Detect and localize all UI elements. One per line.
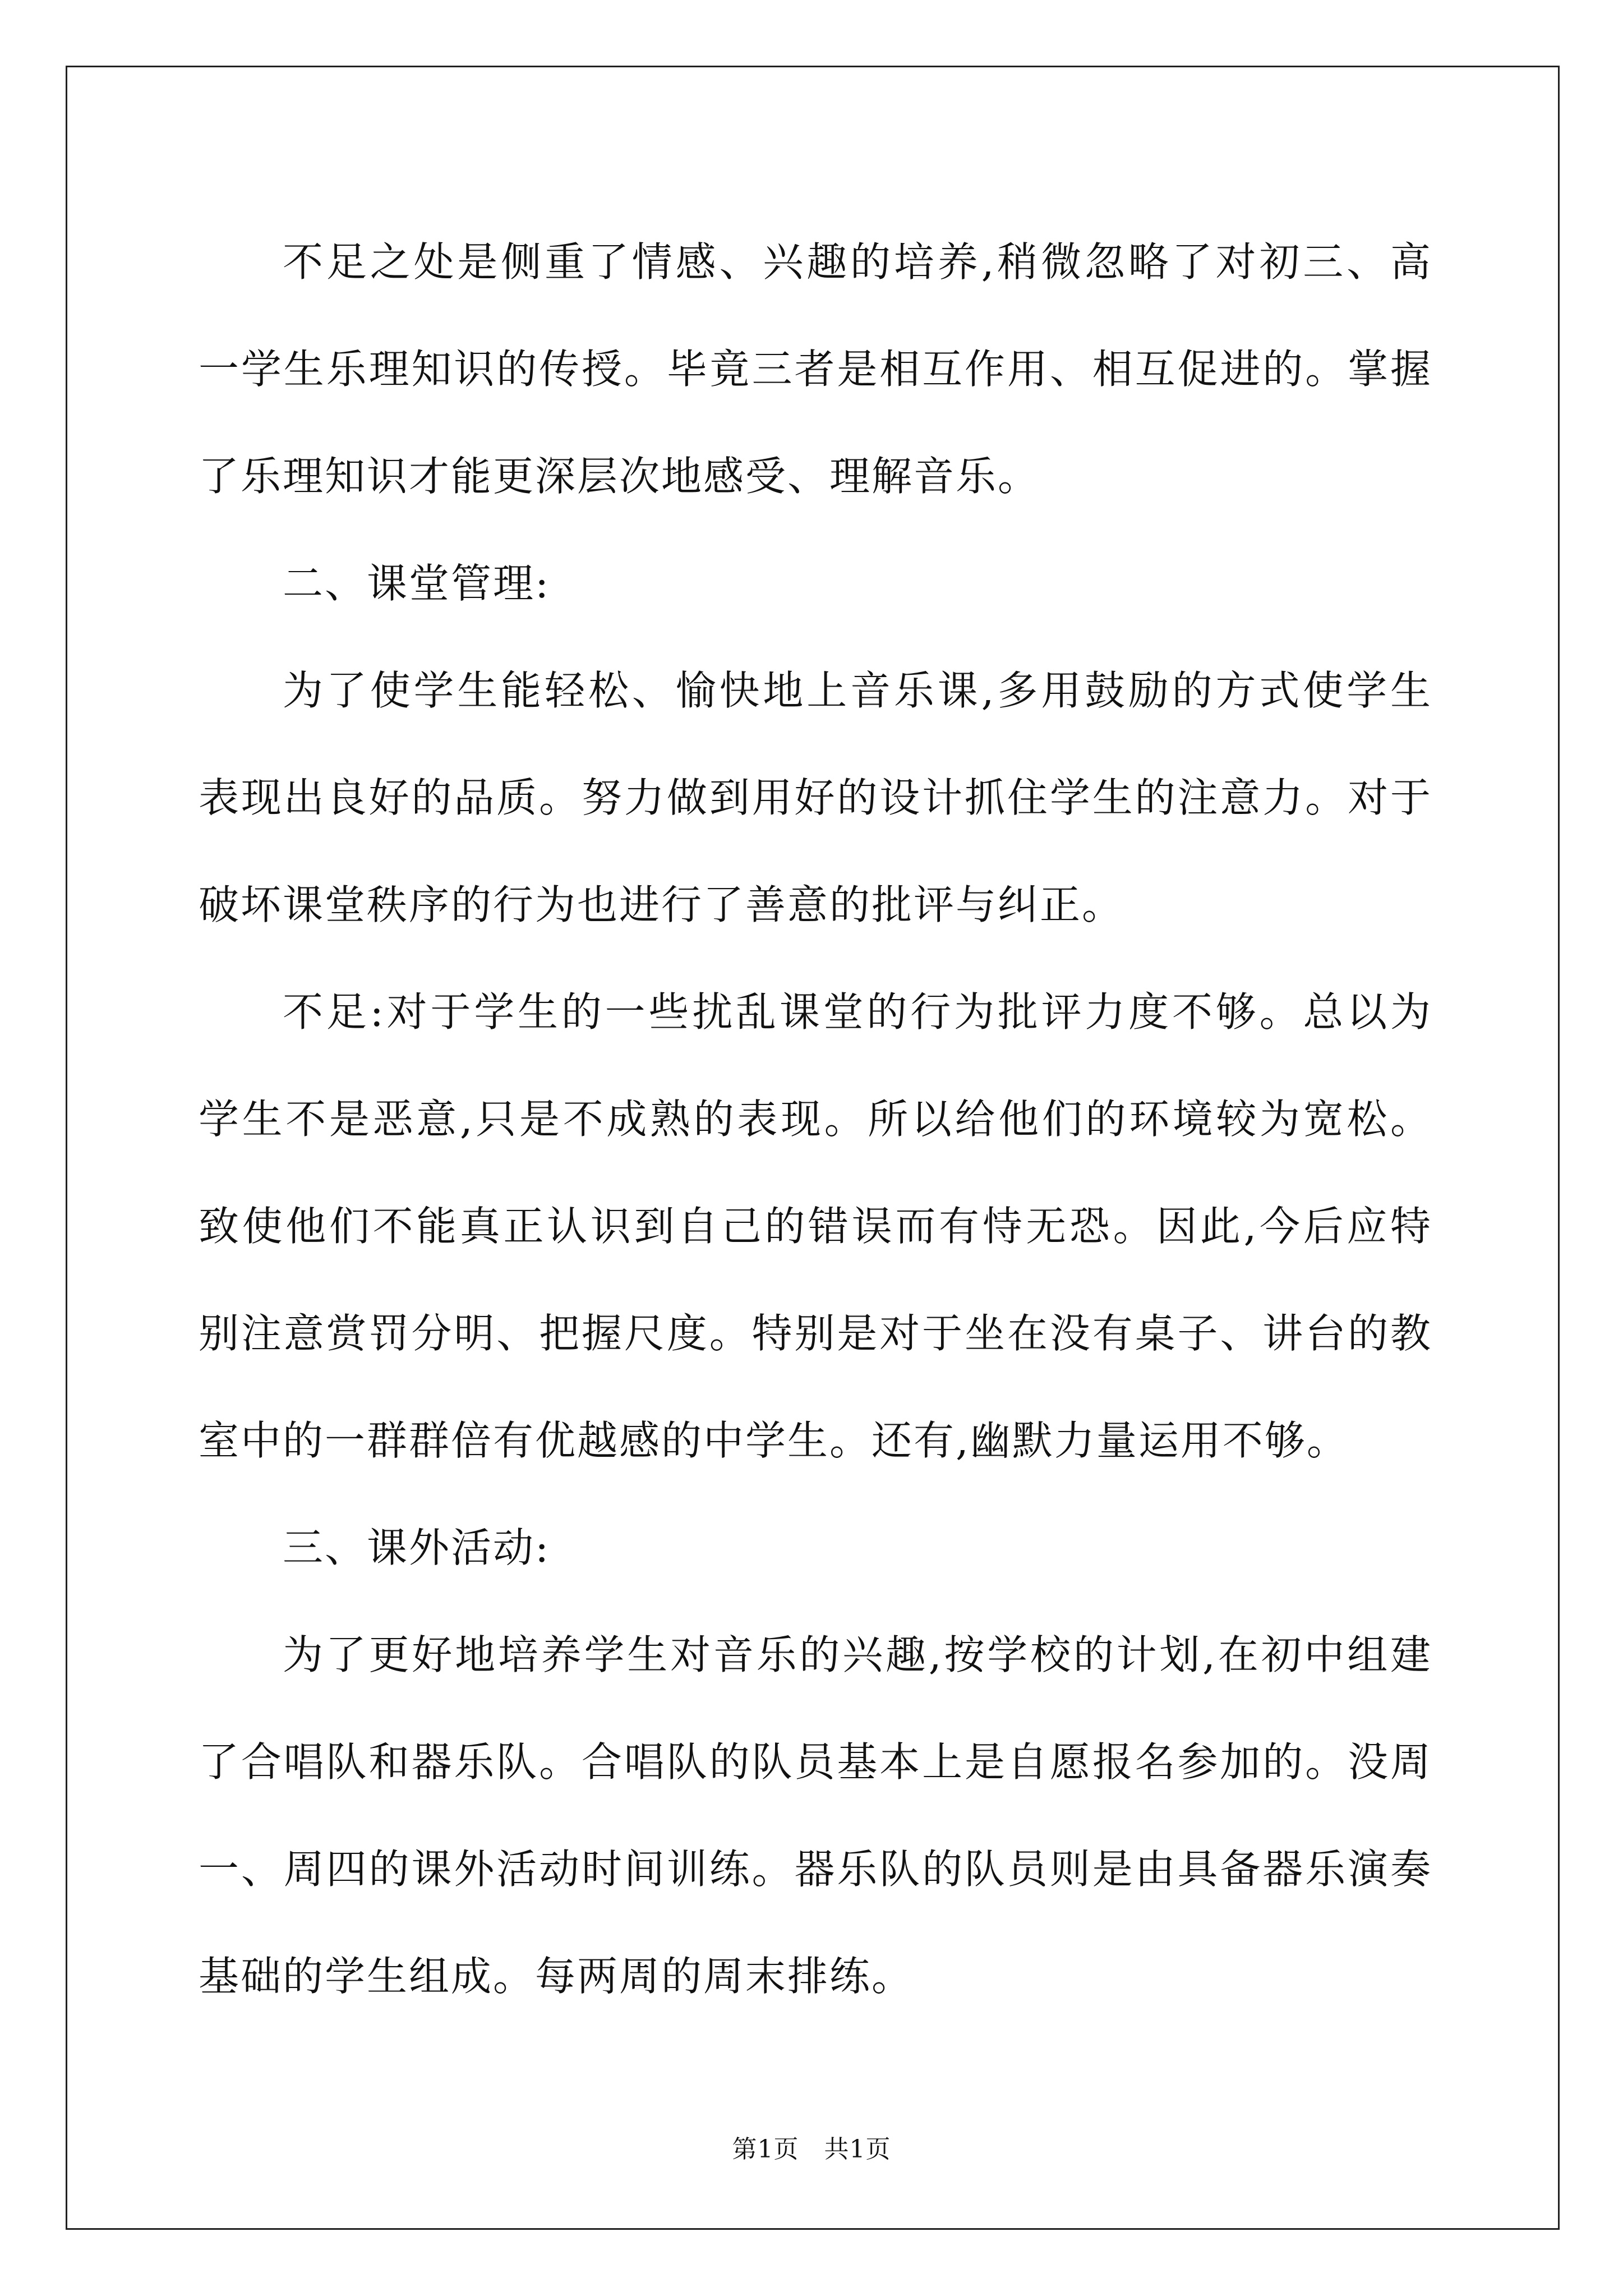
page-footer: 第1页 共1页 (732, 2135, 891, 2164)
paragraph: 不足:对于学生的一些扰乱课堂的行为批评力度不够。总以为学生不是恶意,只是不成熟的表现。所以给他们的环境较为宽松。致使他们不能真正认识到自己的错误而有恃无恐。因此,今后应特别注意赏罚分明、把握尺度。特别是对于坐在没有桌子、讲台的教室中的一群群倍有优越感的中学生。还有,幽默力量运用不够。 (199, 988, 1432, 1464)
section-heading: 三、课外活动: (283, 1524, 551, 1571)
paragraph: 为了更好地培养学生对音乐的兴趣,按学校的计划,在初中组建了合唱队和器乐队。合唱队的队员基本上是自愿报名参加的。没周一、周四的课外活动时间训练。器乐队的队员则是由具备器乐演奏基础的学生组成。每两周的周末排练。 (199, 1631, 1432, 2000)
document-body (199, 209, 1432, 2030)
paragraph: 为了使学生能轻松、愉快地上音乐课,多用鼓励的方式使学生表现出良好的品质。努力做到用好的设计抓住学生的注意力。对于破坏课堂秩序的行为也进行了善意的批评与纠正。 (199, 667, 1432, 928)
section-heading: 二、课堂管理: (283, 560, 551, 607)
paragraph: 不足之处是侧重了情感、兴趣的培养,稍微忽略了对初三、高一学生乐理知识的传授。毕竟三者是相互作用、相互促进的。掌握了乐理知识才能更深层次地感受、理解音乐。 (199, 238, 1432, 500)
